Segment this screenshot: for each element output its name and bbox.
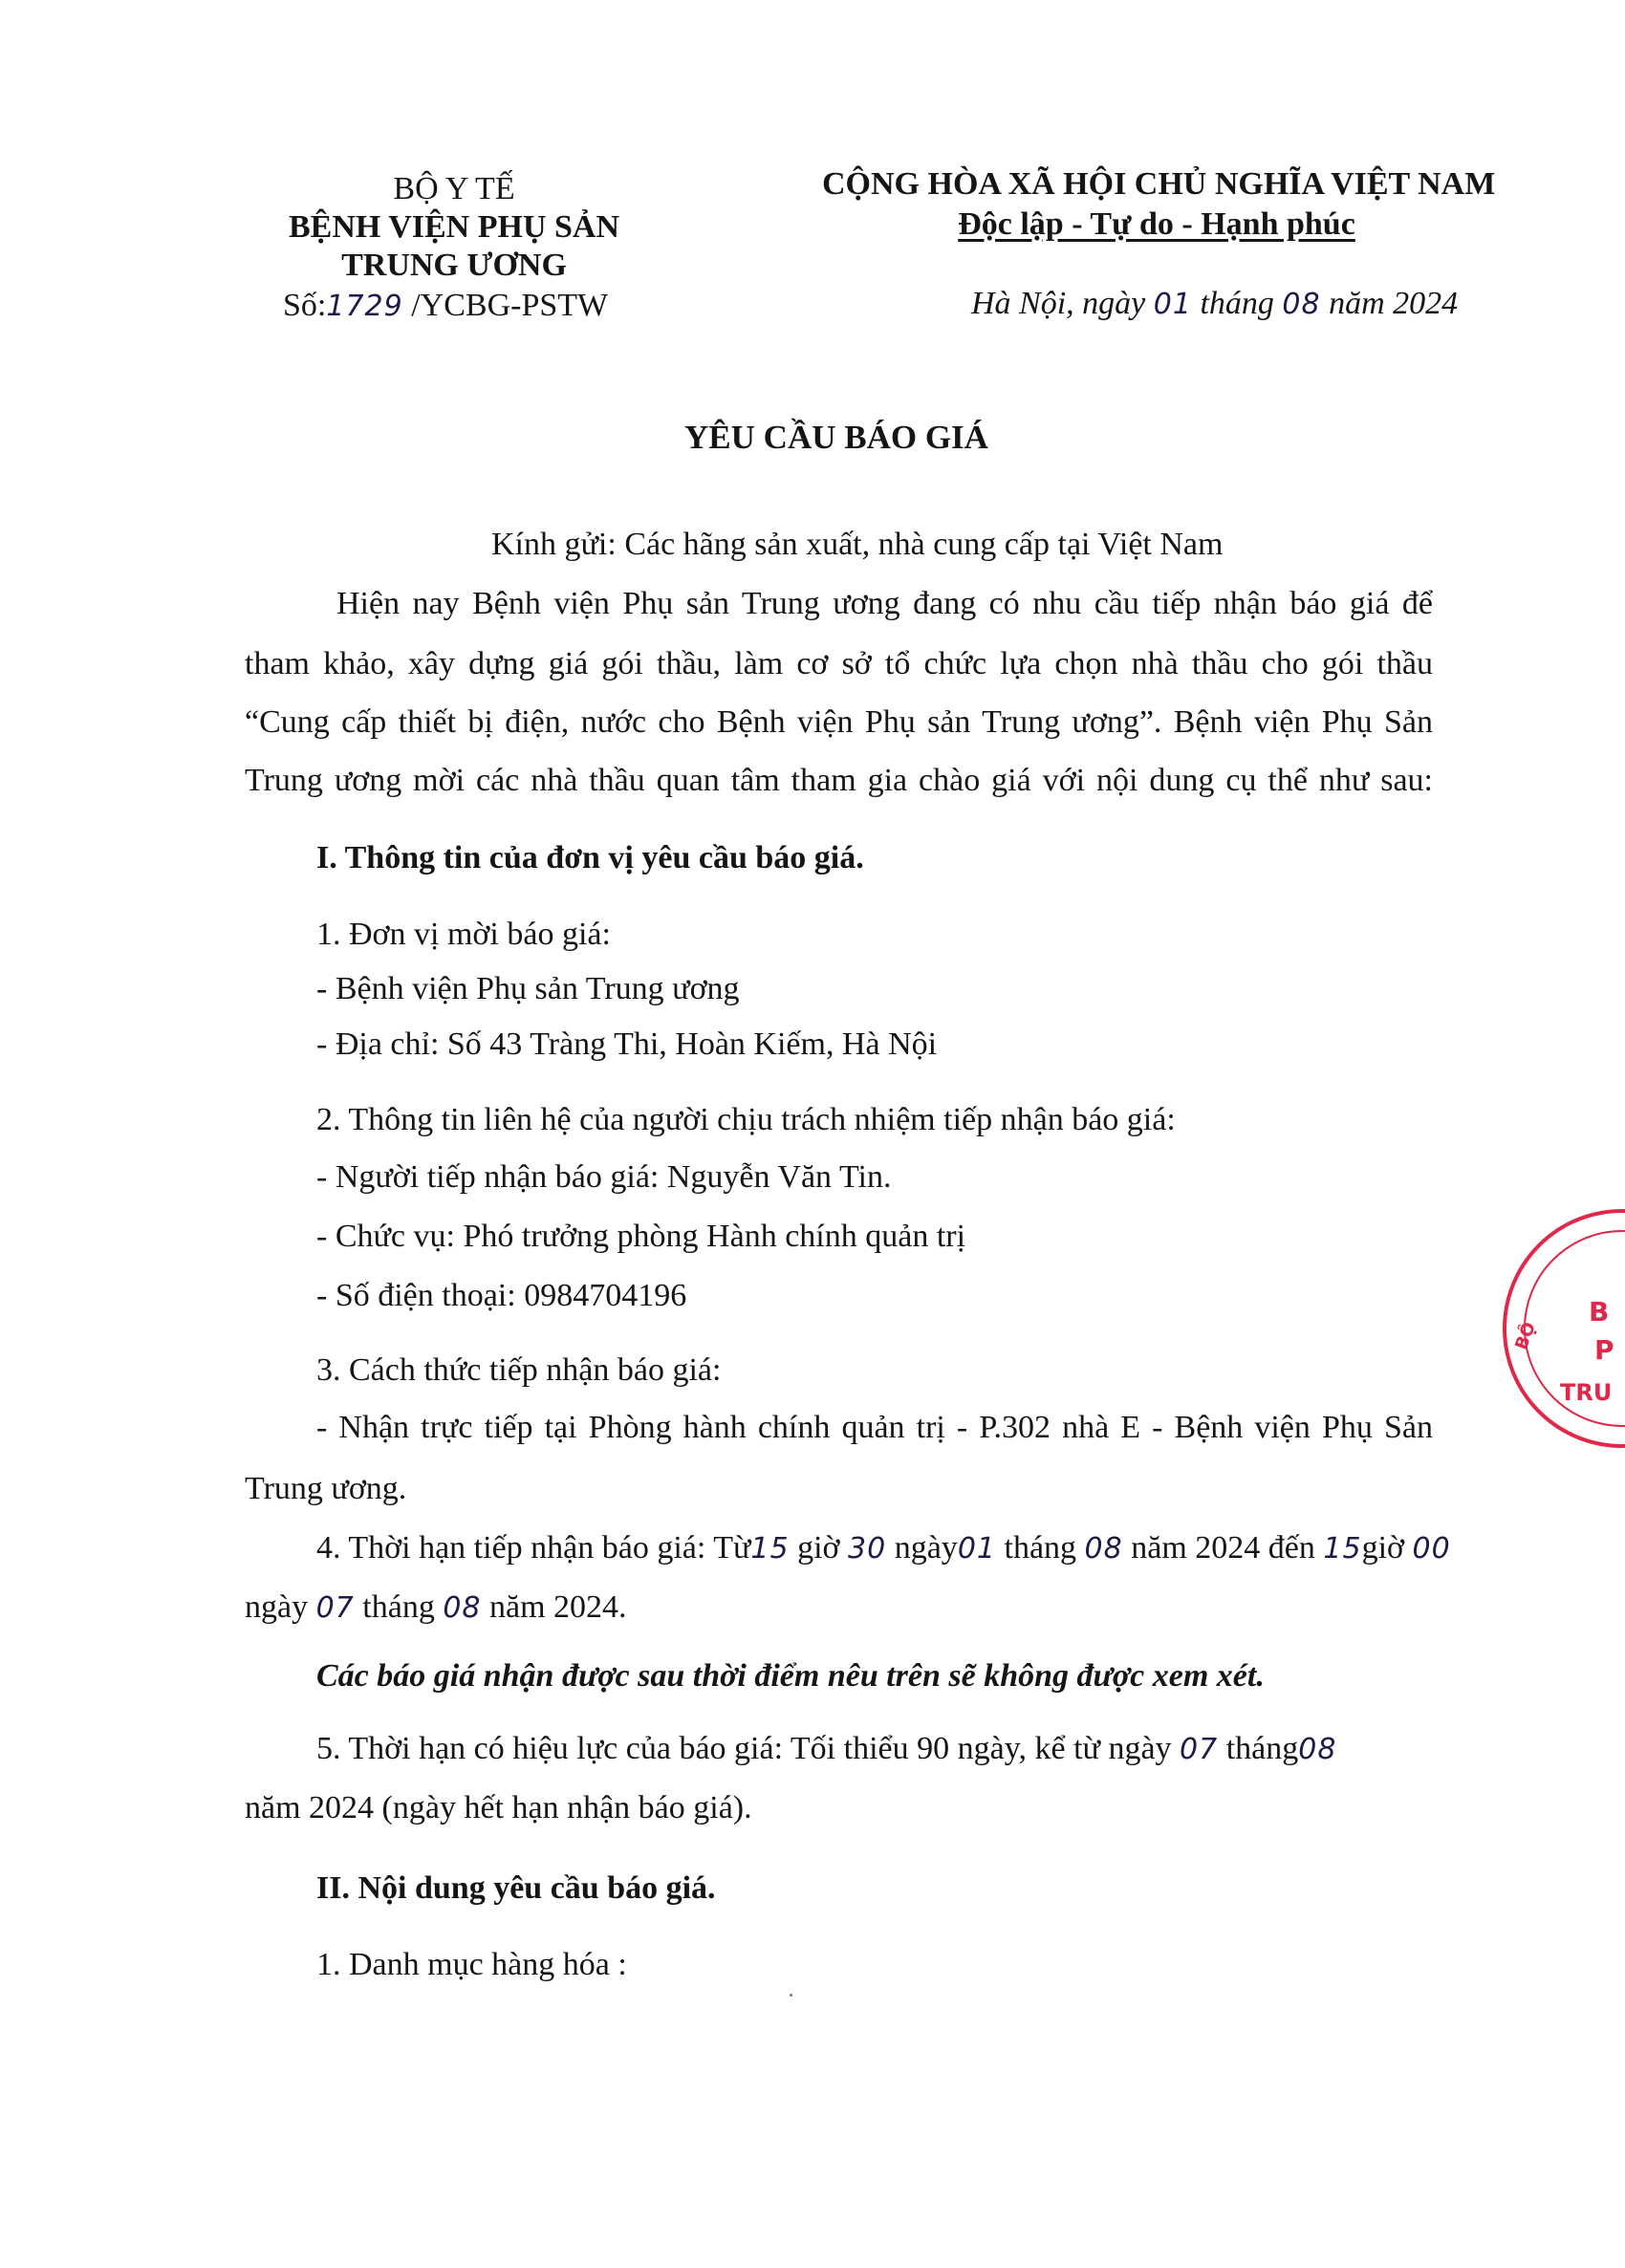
hospital-name-line1: BỆNH VIỆN PHỤ SẢN [288, 209, 620, 245]
ministry-name: BỘ Y TẾ [393, 171, 515, 206]
section-1-item-4-line-2: ngày 07 tháng 08 năm 2024. [245, 1589, 627, 1625]
document-number-handwritten: 1729 [326, 290, 403, 323]
section-1-item-2-line-1: - Người tiếp nhận báo giá: Nguyễn Văn Tin. [316, 1159, 892, 1195]
document-title: YÊU CẦU BÁO GIÁ [684, 419, 988, 456]
intro-line-4: Trung ương mời các nhà thầu quan tâm tham gia chào giá với nội dung cụ thể như sau: [245, 763, 1433, 798]
section-1-item-2-title: 2. Thông tin liên hệ của người chịu trách nhiệm tiếp nhận báo giá: [316, 1102, 1176, 1137]
handwritten-start-hour: 15 [750, 1532, 790, 1566]
handwritten-end-minute: 00 [1412, 1532, 1451, 1566]
handwritten-start-minute: 30 [848, 1532, 887, 1566]
section-1-item-4-line-1: 4. Thời hạn tiếp nhận báo giá: Từ15 giờ 30 ngày01 tháng 08 năm 2024 đến 15giờ 00 [316, 1530, 1451, 1566]
issue-date-day: 01 [1153, 288, 1192, 321]
issue-date-month: 08 [1282, 288, 1321, 321]
hospital-name-line2: TRUNG ƯƠNG [341, 248, 567, 283]
country-name: CỘNG HÒA XÃ HỘI CHỦ NGHĨA VIỆT NAM [822, 166, 1496, 202]
handwritten-end-month: 08 [443, 1591, 482, 1625]
section-1-item-2-line-2: - Chức vụ: Phó trưởng phòng Hành chính quản trị [316, 1219, 966, 1254]
handwritten-end-day: 07 [315, 1591, 355, 1625]
stamp-text-tru: TRU [1560, 1379, 1613, 1406]
deadline-note: Các báo giá nhận được sau thời điểm nêu trên sẽ không được xem xét. [316, 1658, 1265, 1694]
handwritten-end-hour: 15 [1323, 1532, 1362, 1566]
section-1-item-1-line-2: - Địa chỉ: Số 43 Tràng Thi, Hoàn Kiếm, Hà Nội [316, 1026, 938, 1062]
recipient-line: Kính gửi: Các hãng sản xuất, nhà cung cấp tại Việt Nam [491, 527, 1224, 562]
section-1-item-3-line-2: Trung ương. [245, 1471, 407, 1506]
stamp-text-p: P [1594, 1334, 1614, 1366]
handwritten-start-day: 01 [957, 1532, 996, 1566]
handwritten-validity-day: 07 [1180, 1733, 1219, 1766]
scan-speck [790, 1994, 792, 1997]
section-1-item-1-title: 1. Đơn vị mời báo giá: [316, 917, 611, 952]
handwritten-start-month: 08 [1084, 1532, 1123, 1566]
document-number: Số:1729 /YCBG-PSTW [283, 288, 609, 323]
section-1-item-3-title: 3. Cách thức tiếp nhận báo giá: [316, 1352, 722, 1388]
section-2-heading: II. Nội dung yêu cầu báo giá. [316, 1870, 716, 1906]
intro-line-1: Hiện nay Bệnh viện Phụ sản Trung ương đang có nhu cầu tiếp nhận báo giá để [336, 586, 1433, 621]
section-1-item-5-line-2: năm 2024 (ngày hết hạn nhận báo giá). [245, 1790, 752, 1825]
section-1-item-3-line-1: - Nhận trực tiếp tại Phòng hành chính quản trị - P.302 nhà E - Bệnh viện Phụ Sản [316, 1410, 1433, 1445]
section-1-item-5-line-1: 5. Thời hạn có hiệu lực của báo giá: Tối thiểu 90 ngày, kể từ ngày 07 tháng08 [316, 1731, 1337, 1766]
section-1-item-2-line-3: - Số điện thoại: 0984704196 [316, 1278, 687, 1313]
issue-date: Hà Nội, ngày 01 tháng 08 năm 2024 [971, 286, 1459, 321]
section-2-item-1-title: 1. Danh mục hàng hóa : [316, 1947, 627, 1982]
section-1-item-1-line-1: - Bệnh viện Phụ sản Trung ương [316, 971, 740, 1006]
stamp-text-b: B [1589, 1296, 1610, 1328]
section-1-heading: I. Thông tin của đơn vị yêu cầu báo giá. [316, 840, 864, 875]
intro-line-2: tham khảo, xây dựng giá gói thầu, làm cơ sở tổ chức lựa chọn nhà thầu cho gói thầu [245, 646, 1433, 681]
handwritten-validity-month: 08 [1298, 1733, 1337, 1766]
intro-line-3: “Cung cấp thiết bị điện, nước cho Bệnh viện Phụ sản Trung ương”. Bệnh viện Phụ Sản [245, 704, 1433, 740]
official-stamp [1503, 1209, 1625, 1448]
stamp-text-bo: BỘ [1511, 1319, 1540, 1353]
national-motto: Độc lập - Tự do - Hạnh phúc [958, 206, 1355, 242]
